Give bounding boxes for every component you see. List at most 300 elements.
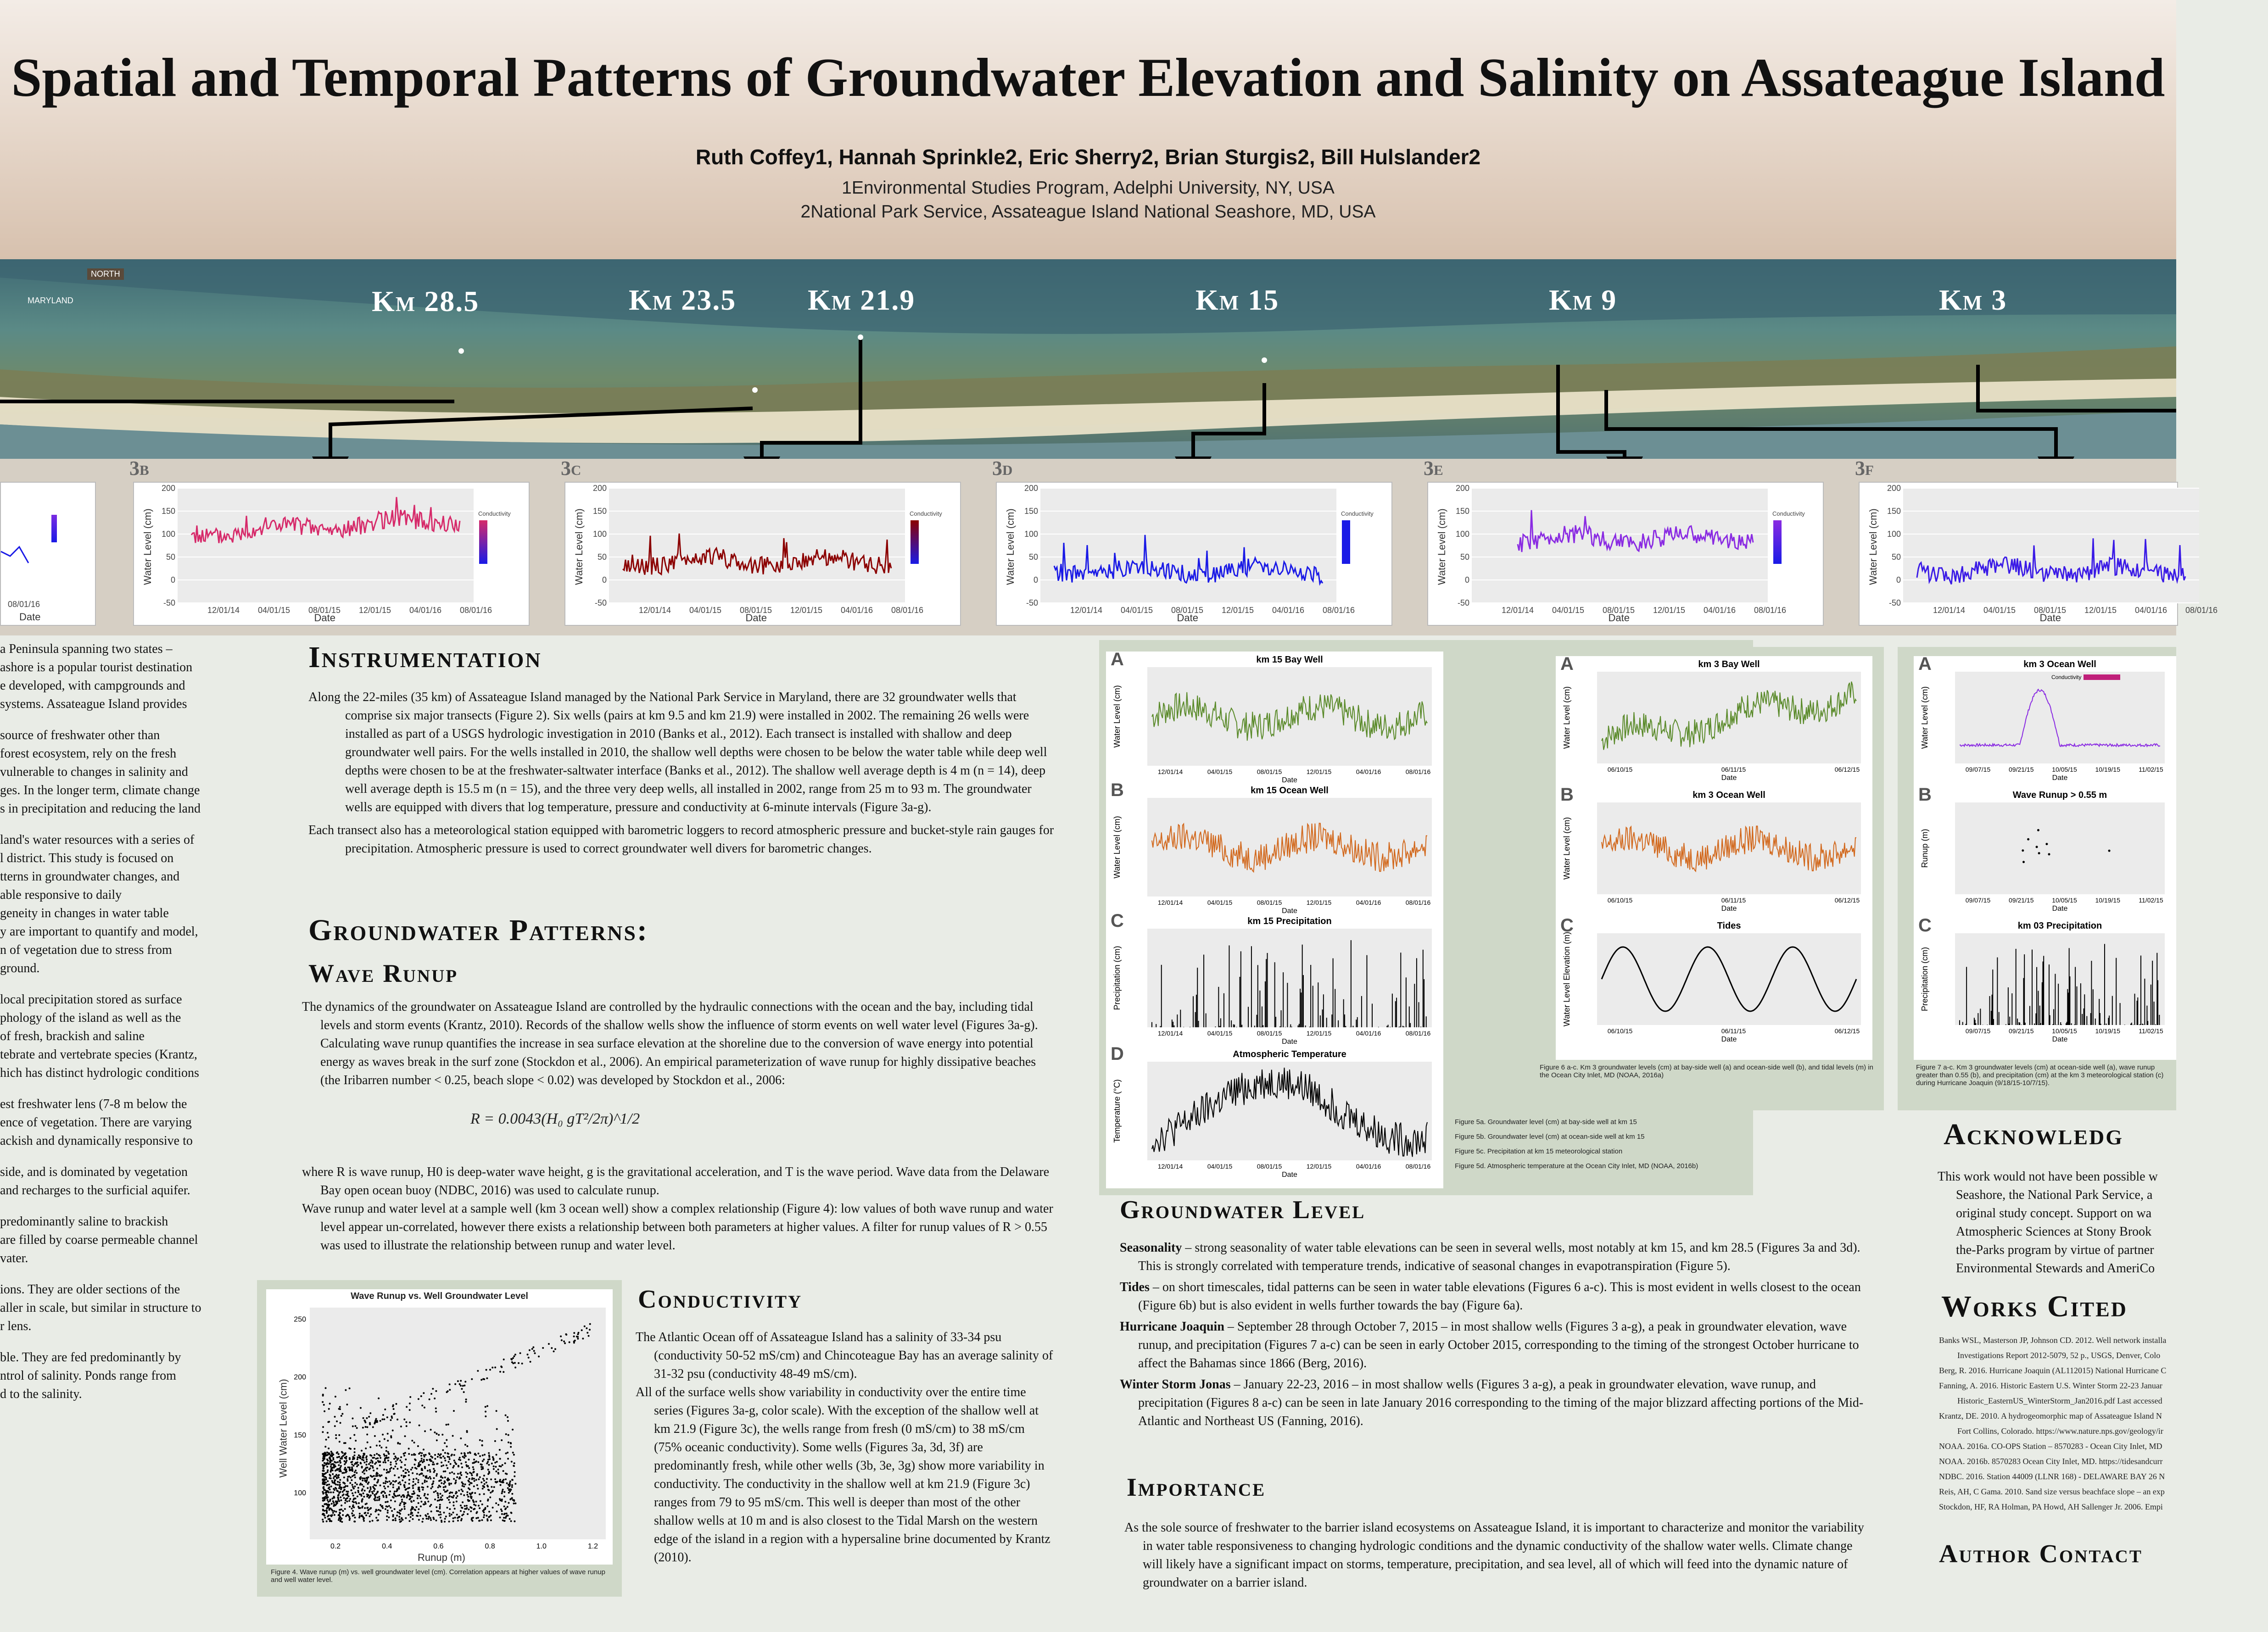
figure-ylabel: Precipitation (cm) — [1112, 946, 1122, 1010]
scatter-point — [529, 1349, 531, 1351]
scatter-point — [435, 1408, 437, 1409]
scatter-point — [361, 1507, 363, 1509]
scatter-point — [322, 1395, 324, 1397]
groundwater-level-item — [1120, 1278, 1872, 1315]
scatter-point — [343, 1497, 345, 1499]
scatter-point — [407, 1469, 408, 1471]
scatter-point — [452, 1521, 454, 1522]
scatter-point — [396, 1463, 397, 1465]
scatter-point — [384, 1409, 386, 1410]
figure-xtick: 11/02/15 — [2139, 1027, 2163, 1035]
scatter-point — [509, 1518, 511, 1520]
panel-legend-title: Conductivity — [478, 510, 511, 517]
scatter-point — [343, 1482, 345, 1484]
scatter-point — [357, 1496, 358, 1498]
scatter-point — [359, 1515, 361, 1517]
figure-4-title: Wave Runup vs. Well Groundwater Level — [351, 1291, 528, 1301]
scatter-point — [467, 1473, 469, 1475]
scatter-point — [362, 1455, 364, 1457]
panel-xtick: 12/01/15 — [1653, 606, 1686, 615]
scatter-point — [497, 1504, 499, 1506]
panel-ytick: 50 — [597, 552, 607, 562]
scatter-point — [349, 1519, 351, 1521]
scatter-point — [542, 1347, 544, 1349]
scatter-point — [369, 1446, 371, 1448]
panel-ylabel: Water Level (cm) — [1436, 508, 1447, 585]
scatter-point — [457, 1380, 459, 1382]
scatter-point — [363, 1420, 365, 1421]
scatter-point — [361, 1466, 363, 1468]
intro-line: source of freshwater other than — [0, 728, 160, 742]
scatter-point — [358, 1454, 360, 1456]
scatter-point — [392, 1430, 394, 1431]
scatter-point — [376, 1453, 378, 1455]
scatter-point — [444, 1442, 446, 1444]
figure-6-caption: Figure 6 a-c. Km 3 groundwater levels (cm) at bay-side well (a) and ocean-side well (b), and tidal levels (m) in the Ocean City Inlet, MD (NOAA, 2016a) — [1540, 1064, 1873, 1079]
figure-ylabel: Water Level (cm) — [1920, 686, 1929, 749]
scatter-point — [397, 1458, 399, 1459]
scatter-point — [458, 1516, 460, 1518]
scatter-point — [338, 1464, 340, 1466]
scatter-point — [368, 1463, 370, 1465]
scatter-point — [346, 1470, 347, 1472]
scatter-point — [383, 1469, 385, 1470]
panel-ytick: 100 — [592, 529, 607, 539]
scatter-point — [488, 1516, 490, 1518]
scatter-point — [326, 1521, 328, 1522]
figure-panel-title: Wave Runup > 0.55 m — [2012, 790, 2107, 800]
runup-point — [2048, 853, 2050, 855]
scatter-point — [394, 1475, 396, 1476]
scatter-point — [582, 1338, 584, 1340]
scatter-point — [454, 1461, 456, 1463]
scatter-point — [367, 1507, 369, 1509]
scatter-point — [494, 1478, 496, 1480]
scatter-point — [406, 1495, 408, 1497]
scatter-point — [363, 1493, 364, 1494]
scatter-point — [354, 1486, 356, 1487]
scatter-point — [488, 1454, 490, 1456]
scatter-point — [448, 1521, 450, 1522]
scatter-point — [330, 1492, 332, 1493]
scatter-point — [369, 1412, 371, 1414]
scatter-point — [322, 1470, 324, 1472]
figure-xlabel: Date — [2052, 774, 2068, 782]
figure-xtick: 04/01/15 — [1207, 768, 1233, 775]
scatter-point — [511, 1486, 513, 1488]
intro-line: predominantly saline to brackish — [0, 1214, 168, 1229]
panel-ylabel: Water Level (cm) — [1867, 508, 1879, 585]
scatter-point — [338, 1453, 340, 1455]
scatter-point — [454, 1449, 456, 1451]
scatter-point — [391, 1417, 393, 1419]
scatter-point — [453, 1459, 455, 1461]
scatter-point — [451, 1492, 453, 1493]
scatter-point — [366, 1480, 368, 1482]
citation-line: Historic_EasternUS_WinterStorm_Jan2016.pdf Last accessed — [1957, 1396, 2162, 1405]
scatter-point — [366, 1426, 368, 1428]
scatter-point — [334, 1479, 335, 1481]
patterns-heading: Groundwater Patterns: — [308, 913, 648, 947]
scatter-point — [355, 1501, 357, 1503]
scatter-point — [388, 1457, 390, 1459]
scatter-point — [341, 1521, 343, 1523]
scatter-point — [354, 1451, 356, 1453]
panel-xtick: 12/01/14 — [639, 606, 671, 615]
figure-panel-label: A — [1918, 654, 1932, 674]
scatter-point — [394, 1491, 396, 1493]
scatter-point — [449, 1515, 451, 1517]
scatter-point — [338, 1500, 340, 1502]
affiliation-2: 2National Park Service, Assateague Island National Seashore, MD, USA — [800, 202, 1376, 222]
scatter-point — [514, 1362, 516, 1364]
scatter-point — [513, 1503, 515, 1504]
runup-point — [2045, 843, 2048, 845]
scatter-point — [376, 1499, 378, 1501]
figure-ylabel: Temperature (°C) — [1112, 1079, 1122, 1143]
scatter-point — [323, 1486, 324, 1488]
figure-4-scatter — [266, 1289, 613, 1565]
scatter-point — [352, 1493, 353, 1494]
scatter-point — [332, 1512, 334, 1514]
scatter-point — [382, 1414, 384, 1416]
scatter-point — [402, 1480, 403, 1482]
scatter-point — [335, 1462, 337, 1464]
scatter-point — [417, 1479, 419, 1481]
scatter-point — [501, 1439, 503, 1441]
scatter-point — [447, 1497, 448, 1499]
scatter-point — [337, 1497, 339, 1499]
scatter-point — [339, 1470, 341, 1472]
scatter-point — [447, 1467, 448, 1469]
km-label-3: Km 3 — [1939, 284, 2007, 316]
scatter-point — [487, 1500, 489, 1502]
scatter-point — [386, 1481, 388, 1483]
scatter-point — [334, 1514, 335, 1516]
scatter-point — [326, 1504, 328, 1505]
scatter-point — [388, 1494, 390, 1496]
scatter-point — [352, 1504, 354, 1506]
scatter-point — [427, 1470, 429, 1472]
scatter-point — [419, 1460, 421, 1462]
panel-3c — [564, 482, 961, 626]
scatter-point — [488, 1511, 490, 1513]
figure-xtick: 06/10/15 — [1607, 766, 1633, 773]
scatter-point — [453, 1495, 455, 1497]
scatter-point — [367, 1442, 369, 1443]
scatter-point — [409, 1396, 411, 1398]
scatter-point — [502, 1489, 504, 1491]
scatter-point — [456, 1514, 458, 1515]
scatter-point — [338, 1456, 340, 1458]
scatter-point — [366, 1455, 368, 1457]
scatter-point — [381, 1419, 383, 1420]
scatter-point — [395, 1480, 397, 1482]
scatter-point — [376, 1468, 378, 1470]
scatter-point — [429, 1453, 430, 1455]
scatter-point — [329, 1500, 331, 1502]
scatter-point — [473, 1486, 475, 1487]
scatter-point — [494, 1366, 496, 1368]
instrumentation-p2: Each transect also has a meteorological station equipped with barometric loggers to record atmospheric pressure and bucket-style rain gauges for precipitation. Atmospheric pressure is used to correct groundwater well divers for barometric changes. — [308, 823, 1054, 856]
scatter-point — [489, 1369, 491, 1370]
intro-line: r lens. — [0, 1319, 32, 1333]
scatter-point — [422, 1518, 424, 1520]
wave-runup-p3: Wave runup and water level at a sample well (km 3 ocean well) show a complex relationship (Figure 4): low values of both wave runup and water level appear un-correlated, however there exists a relationship between both parameters at higher values. A filter for runup values of R > 0.55 was used to illustrate the relationship between runup and water level. — [302, 1202, 1053, 1253]
scatter-point — [502, 1464, 503, 1466]
panel-ytick: 200 — [161, 484, 175, 493]
panel-3b — [133, 482, 530, 626]
acknowledgement-line: original study concept. Support on wa — [1956, 1206, 2152, 1220]
scatter-point — [355, 1440, 357, 1442]
scatter-point — [424, 1456, 425, 1458]
scatter-point — [358, 1506, 359, 1508]
figure-xtick: 12/01/14 — [1157, 768, 1183, 775]
scatter-point — [414, 1454, 416, 1456]
citation-line: Investigations Report 2012-5079, 52 p., USGS, Denver, Colo — [1957, 1351, 2161, 1360]
scatter-point — [439, 1511, 441, 1513]
panel-xtick: 08/01/16 — [1323, 606, 1355, 615]
scatter-point — [366, 1433, 368, 1435]
scatter-point — [452, 1512, 454, 1514]
scatter-point — [471, 1507, 473, 1509]
scatter-point — [423, 1504, 425, 1505]
scatter-point — [418, 1488, 419, 1490]
scatter-point — [460, 1493, 462, 1495]
scatter-point — [342, 1514, 344, 1516]
scatter-point — [322, 1519, 324, 1521]
scatter-point — [346, 1469, 347, 1470]
scatter-point — [360, 1462, 362, 1464]
scatter-point — [442, 1455, 444, 1457]
panel-xtick: 12/01/14 — [207, 606, 240, 615]
intro-line: forest ecosystem, rely on the fresh — [0, 746, 177, 761]
scatter-point — [352, 1486, 354, 1488]
scatter-point — [408, 1479, 410, 1481]
scatter-point — [328, 1408, 330, 1410]
wave-runup-p1: The dynamics of the groundwater on Assateague Island are controlled by the hydraulic connections with the ocean and the bay, including tidal levels and storm events (Krantz, 2010). Records of the shallow wells show the influence of storm events on well water level (Figures 3a-g). Calculating wave runup quantifies the increase in sea surface elevation at the shoreline due to the conversion of wave energy into potential energy as waves break in the surf zone (Stockdon et al., 2006). An empirical parameterization of wave runup for highly dissipative beaches (the Iribarren number < 0.25, beach slope < 0.02) was developed by Stockdon et al., 2006: — [302, 1000, 1038, 1087]
scatter-point — [420, 1395, 422, 1397]
scatter-point — [366, 1459, 368, 1460]
scatter-point — [403, 1419, 405, 1420]
figure-xtick: 04/01/15 — [1207, 1030, 1233, 1037]
intro-line: ble. They are fed predominantly by — [0, 1350, 181, 1365]
scatter-point — [444, 1457, 446, 1459]
scatter-point — [404, 1475, 406, 1477]
scatter-point — [375, 1517, 377, 1519]
scatter-point — [473, 1504, 475, 1505]
scatter-point — [379, 1485, 381, 1487]
panel-ytick: 200 — [1024, 484, 1038, 493]
scatter-point — [325, 1478, 327, 1480]
scatter-point — [450, 1492, 452, 1493]
scatter-point — [403, 1504, 405, 1505]
scatter-point — [344, 1460, 346, 1462]
scatter-point — [368, 1497, 370, 1498]
scatter-point — [338, 1519, 340, 1521]
scatter-point — [466, 1494, 468, 1496]
scatter-point — [374, 1495, 376, 1497]
panel-3d — [996, 482, 1392, 626]
panel-xtick: 08/01/16 — [891, 606, 924, 615]
scatter-point — [417, 1515, 419, 1517]
scatter-point — [482, 1478, 484, 1480]
scatter-point — [328, 1484, 330, 1486]
scatter-point — [397, 1495, 399, 1497]
scatter-point — [408, 1520, 410, 1522]
scatter-point — [482, 1454, 484, 1456]
scatter-point — [387, 1486, 389, 1487]
author-contact-heading: Author Contact — [1939, 1540, 2143, 1568]
scatter-point — [436, 1433, 437, 1435]
scatter-point — [561, 1339, 563, 1341]
panel-ytick: -50 — [594, 598, 607, 607]
scatter-point — [481, 1519, 483, 1521]
scatter-point — [354, 1463, 356, 1465]
scatter-point — [342, 1491, 344, 1493]
scatter-point — [440, 1514, 441, 1515]
scatter-point — [408, 1448, 410, 1449]
scatter-point — [344, 1463, 346, 1465]
scatter-point — [353, 1521, 355, 1522]
scatter-point — [475, 1460, 477, 1462]
scatter-point — [466, 1445, 468, 1447]
km-label-23-5: Km 23.5 — [629, 284, 737, 316]
scatter-point — [418, 1464, 419, 1465]
figure-xtick: 10/05/15 — [2052, 1027, 2077, 1035]
intro-line: ges. In the longer term, climate change — [0, 783, 200, 797]
scatter-point — [322, 1426, 324, 1428]
scatter-point — [390, 1482, 392, 1484]
scatter-point — [487, 1459, 489, 1460]
scatter-point — [340, 1422, 341, 1424]
scatter-point — [363, 1459, 364, 1461]
scatter-point — [467, 1496, 469, 1498]
scatter-point — [439, 1508, 441, 1509]
panel-ytick: 0 — [1033, 575, 1038, 585]
scatter-point — [508, 1492, 510, 1493]
scatter-point — [430, 1487, 432, 1489]
scatter-point — [485, 1411, 486, 1413]
scatter-point — [327, 1460, 329, 1462]
scatter-point — [449, 1495, 451, 1497]
figure-4-ytick: 200 — [294, 1373, 306, 1381]
groundwater-level-desc: – September 28 through October 7, 2015 – in most shallow wells (Figures 3 a-g), a peak in groundwater elevation, wave runup, and precipitation (Figures 7 a-c) can be seen in early October 2015, corresponding to the timing of the strongest October hurricane to affect the Bahamas since 1866 (Berg, 2016). — [1138, 1320, 1859, 1370]
scatter-point — [434, 1431, 436, 1433]
scatter-point — [573, 1336, 575, 1337]
scatter-point — [500, 1509, 502, 1510]
scatter-point — [380, 1504, 381, 1506]
scatter-point — [565, 1333, 567, 1335]
scatter-point — [334, 1416, 336, 1418]
scatter-point — [462, 1483, 464, 1485]
figure-xlabel: Date — [1721, 905, 1737, 913]
scatter-point — [387, 1440, 389, 1442]
scatter-point — [411, 1493, 413, 1495]
scatter-point — [404, 1452, 406, 1454]
scatter-point — [413, 1485, 414, 1487]
scatter-point — [444, 1518, 446, 1520]
scatter-point — [345, 1389, 346, 1391]
scatter-point — [423, 1392, 425, 1394]
runup-point — [2036, 846, 2038, 848]
figure-4-xtick: 1.2 — [587, 1543, 598, 1550]
scatter-point — [354, 1448, 356, 1450]
scatter-point — [404, 1435, 406, 1437]
scatter-point — [453, 1478, 455, 1480]
panel-ytick: -50 — [1026, 598, 1038, 607]
panel-xtick: 08/01/15 — [740, 606, 772, 615]
importance-heading: Importance — [1127, 1473, 1266, 1502]
scatter-point — [486, 1478, 488, 1480]
scatter-point — [551, 1347, 553, 1349]
scatter-point — [495, 1470, 497, 1472]
scatter-point — [492, 1367, 493, 1369]
panel-xtick: 08/01/15 — [2034, 606, 2067, 615]
scatter-point — [446, 1465, 447, 1466]
scatter-point — [443, 1470, 445, 1472]
scatter-point — [496, 1510, 498, 1512]
scatter-point — [479, 1493, 480, 1495]
scatter-point — [341, 1415, 342, 1417]
scatter-point — [401, 1518, 402, 1520]
scatter-point — [424, 1481, 425, 1483]
scatter-point — [387, 1501, 389, 1503]
scatter-point — [461, 1515, 463, 1516]
scatter-point — [384, 1492, 386, 1494]
scatter-point — [421, 1486, 423, 1488]
scatter-point — [386, 1519, 388, 1521]
scatter-point — [385, 1508, 386, 1510]
panel-xtick: 04/01/16 — [1704, 606, 1736, 615]
scatter-point — [459, 1383, 461, 1385]
scatter-point — [444, 1480, 446, 1482]
scatter-point — [511, 1493, 513, 1495]
scatter-point — [512, 1362, 514, 1364]
scatter-point — [327, 1480, 329, 1482]
scatter-point — [487, 1461, 489, 1463]
scatter-point — [372, 1493, 374, 1494]
scatter-point — [483, 1459, 485, 1460]
panel-legend-colorbar — [1773, 520, 1782, 564]
scatter-point — [434, 1498, 436, 1500]
scatter-point — [370, 1488, 372, 1490]
scatter-point — [335, 1511, 337, 1513]
scatter-point — [514, 1354, 516, 1355]
figure-xtick: 12/01/14 — [1157, 1163, 1183, 1170]
scatter-point — [324, 1452, 326, 1454]
scatter-point — [408, 1453, 410, 1455]
scatter-point — [464, 1455, 466, 1457]
scatter-point — [378, 1398, 380, 1399]
scatter-point — [327, 1501, 329, 1503]
scatter-point — [508, 1489, 510, 1491]
scatter-point — [427, 1486, 429, 1487]
scatter-point — [325, 1464, 327, 1465]
scatter-point — [479, 1476, 481, 1478]
figure-xtick: 09/07/15 — [1965, 897, 1991, 904]
scatter-point — [376, 1482, 378, 1483]
citation-line: NDBC. 2016. Station 44009 (LLNR 168) - DELAWARE BAY 26 N — [1939, 1472, 2165, 1481]
scatter-point — [380, 1457, 381, 1459]
figure-panel-title: Atmospheric Temperature — [1233, 1049, 1346, 1059]
figure-panel-label: C — [1560, 915, 1574, 936]
scatter-point — [391, 1415, 393, 1417]
scatter-point — [353, 1434, 355, 1436]
scatter-point — [512, 1357, 514, 1359]
scatter-point — [369, 1521, 371, 1522]
figure-xtick: 04/01/16 — [1356, 768, 1381, 775]
